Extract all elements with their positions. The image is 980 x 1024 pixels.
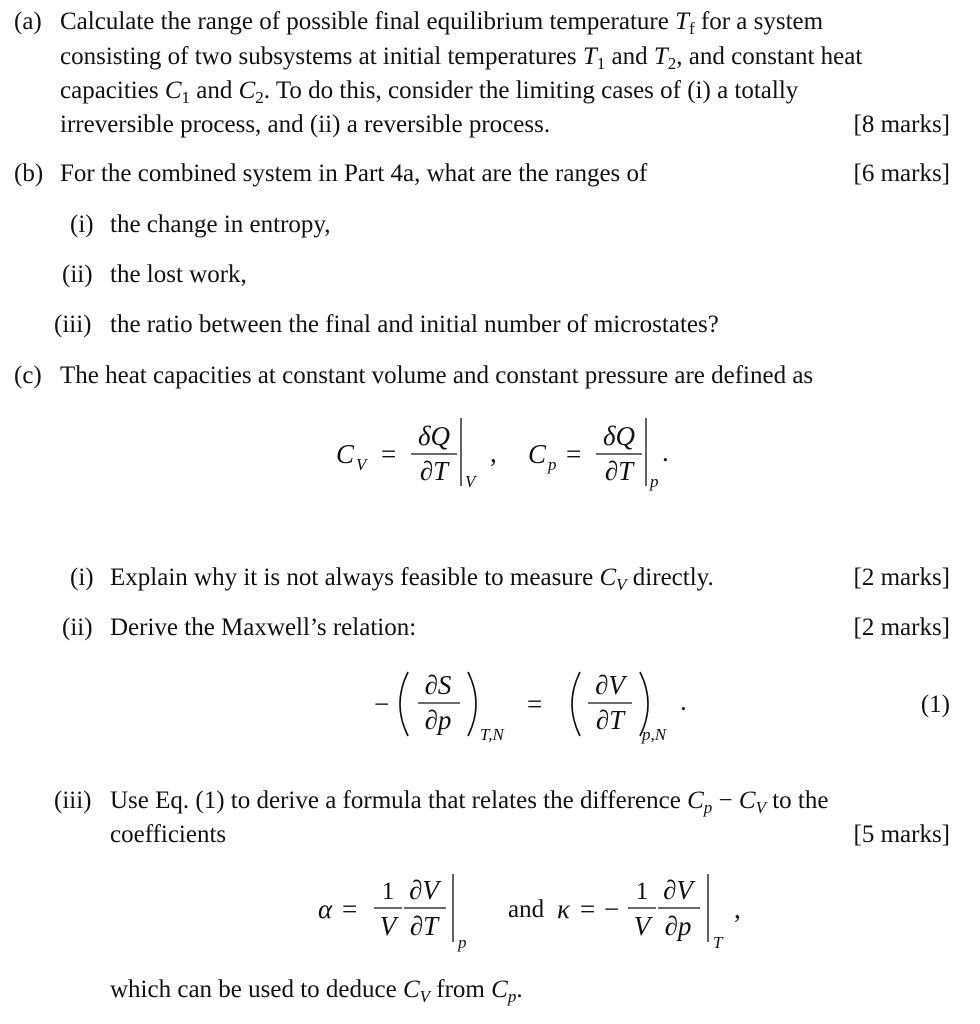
and-word: and <box>508 896 545 923</box>
part-c-iii-marks: [5 marks] <box>853 821 950 848</box>
fraction-denominator: ∂T <box>595 705 625 735</box>
equals-sign: = <box>381 439 397 469</box>
evaluation-subscript: V <box>465 472 476 491</box>
heat-capacity-equation <box>336 418 669 491</box>
fraction-numerator: ∂V <box>663 875 693 905</box>
part-a-line-3: capacities $C_1$ and $C_2$. To do this, consider the limiting cases of (i) a totally <box>60 77 799 107</box>
part-c-text: The heat capacities at constant volume and constant pressure are defined as <box>60 362 814 389</box>
part-c-iii-line-1: Use Eq. (1) to derive a formula that relates the difference $C_p - C_V$ to the <box>110 787 829 817</box>
coefficients-equation <box>318 874 741 952</box>
part-c-label: (c) <box>14 362 42 389</box>
fraction-denominator: ∂T <box>409 911 439 941</box>
part-c-i-text: Explain why it is not always feasible to measure $C_V$ directly. <box>110 564 714 594</box>
fraction-denominator: ∂p <box>664 911 692 941</box>
cv-symbol: C <box>336 439 355 469</box>
fraction-numerator: δQ <box>417 421 451 451</box>
part-b-item-text: the change in entropy, <box>110 211 331 238</box>
fraction-denominator: ∂T <box>419 456 449 486</box>
fraction-denominator: ∂T <box>604 456 634 486</box>
equals-sign: = <box>580 894 596 924</box>
part-a-line-2: consisting of two subsystems at initial temperatures $T_1$ and $T_2$, and constant heat <box>60 43 863 73</box>
period: . <box>662 437 669 467</box>
maxwell-relation-equation <box>374 670 687 744</box>
part-c-ii-label: (ii) <box>62 614 93 641</box>
final-sentence: which can be used to deduce $C_V$ from $C_p$. <box>110 976 523 1006</box>
evaluation-subscript: p <box>458 933 467 952</box>
part-b-text: For the combined system in Part 4a, what are the ranges of <box>60 160 648 187</box>
equals-sign: = <box>527 689 543 719</box>
left-paren <box>400 672 408 736</box>
fraction-denominator: ∂p <box>424 705 452 735</box>
part-a-line-1: Calculate the range of possible final equilibrium temperature $T_f$ for a system <box>60 8 824 38</box>
period: . <box>680 686 687 716</box>
fraction-numerator: ∂V <box>409 875 439 905</box>
fraction-numerator: δQ <box>602 421 636 451</box>
part-b-item-text: the ratio between the final and initial number of microstates? <box>110 311 719 338</box>
part-c-ii-marks: [2 marks] <box>853 614 950 641</box>
part-b-item-label: (i) <box>70 211 94 238</box>
fraction-numerator: 1 <box>635 878 649 905</box>
cp-symbol: C <box>528 439 547 469</box>
fraction-denominator: V <box>379 911 397 941</box>
fraction-denominator: V <box>633 911 651 941</box>
alpha-symbol: α <box>318 894 333 924</box>
part-c-i-marks: [2 marks] <box>853 564 950 591</box>
part-c-i-label: (i) <box>70 564 94 591</box>
evaluation-subscript: p <box>650 472 659 491</box>
equation-number: (1) <box>920 691 950 718</box>
fraction-numerator: ∂V <box>595 670 625 700</box>
equals-sign: = <box>566 439 582 469</box>
part-a-line-4: irreversible process, and (ii) a reversible process. <box>60 111 551 138</box>
equals-sign: = <box>342 894 358 924</box>
part-c-iii-line-2: coefficients <box>110 821 227 848</box>
evaluation-subscript: T <box>713 933 723 952</box>
part-c-ii-text: Derive the Maxwell’s relation: <box>110 614 417 641</box>
comma: , <box>734 894 741 924</box>
kappa-symbol: κ <box>557 894 570 924</box>
part-a-marks: [8 marks] <box>853 111 950 138</box>
subscript: T,N <box>480 725 504 744</box>
part-a-label: (a) <box>14 8 42 35</box>
comma: , <box>490 438 497 468</box>
part-b-item-text: the lost work, <box>110 261 247 288</box>
fraction-numerator: ∂S <box>424 670 452 700</box>
left-paren <box>572 672 580 736</box>
cv-subscript: V <box>356 455 367 474</box>
minus-sign: − <box>604 894 620 924</box>
right-paren <box>468 672 476 736</box>
fraction-numerator: 1 <box>381 878 395 905</box>
cp-subscript: p <box>548 455 557 474</box>
part-b-item-label: (iii) <box>54 311 92 338</box>
part-b-marks: [6 marks] <box>853 160 950 187</box>
subscript: p,N <box>642 725 667 744</box>
part-b-label: (b) <box>14 160 44 187</box>
part-b-item-label: (ii) <box>62 261 93 288</box>
minus-sign: − <box>374 689 390 719</box>
part-c-iii-label: (iii) <box>54 787 92 814</box>
